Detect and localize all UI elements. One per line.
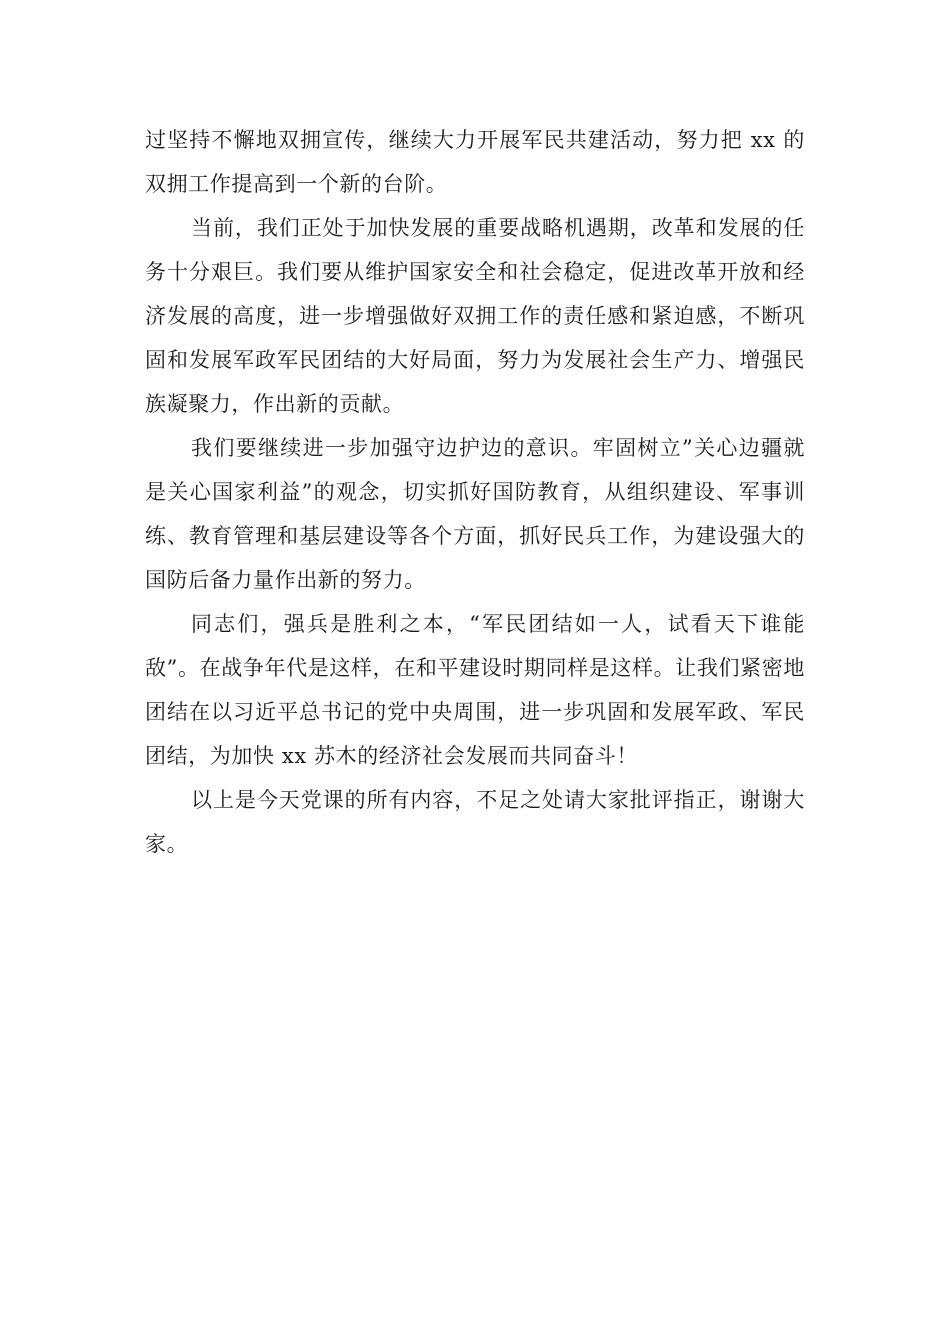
paragraph-current-situation: 当前，我们正处于加快发展的重要战略机遇期，改革和发展的任务十分艰巨。我们要从维护国家安全和社会稳定，促进改革开放和经济发展的高度，进一步增强做好双拥工作的责任感和紧迫感，不断巩固和发展军政军民团结的大好局面，努力为发展社会生产力、增强民族凝聚力，作出新的贡献。 [145,216,805,416]
document-body [145,118,805,866]
paragraph-border-defense: 我们要继续进一步加强守边护边的意识。牢固树立”关心边疆就是关心国家利益”的观念，切实抓好国防教育，从组织建设、军事训练、教育管理和基层建设等各个方面，抓好民兵工作，为建设强大的国防后备力量作出新的努力。 [145,436,805,592]
paragraph-continuation: 过坚持不懈地双拥宣传，继续大力开展军民共建活动，努力把 xx 的双拥工作提高到一个新的台阶。 [145,128,805,196]
paragraph-closing: 以上是今天党课的所有内容，不足之处请大家批评指正，谢谢大家。 [145,788,805,856]
paragraph-military-civilian-unity: 同志们，强兵是胜利之本，“军民团结如一人，试看天下谁能敌”。在战争年代是这样，在和平建设时期同样是这样。让我们紧密地团结在以习近平总书记的党中央周围，进一步巩固和发展军政、军民团结，为加快 xx 苏木的经济社会发展而共同奋斗！ [145,612,805,768]
